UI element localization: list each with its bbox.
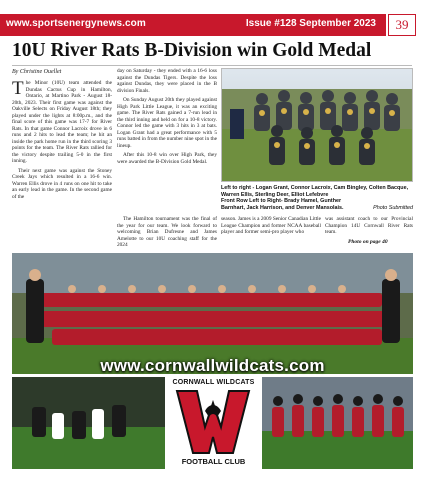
site-url[interactable]: www.sportsenergynews.com [6,18,146,29]
paragraph: After this 10-8 win over High Park, they were awarded the B-Division Gold Medal. [117,152,217,165]
paragraph: day on Saturday - they ended with a 16-6 loss against the Dundas Tigers. Despite the loss against Dundas, they were placed in the B division Finals. [117,68,217,94]
photo-credit: Photo Submitted [373,204,413,211]
headline-rule [12,65,412,66]
paragraph: season. James is a 2009 Senior Canadian Little League Champion and former NCAA baseball player and former semi-pro player who [221,216,321,235]
article-column-2 [117,68,217,168]
team-photo-image [222,69,413,182]
header-bar [0,14,386,36]
game-photo-left-image [12,377,165,469]
paragraph: The Hamilton tournament was the final of the year for our team. We look forward to welcoming Brian Dufresne and James Amelotte to our 10U coaching staff for the 2024 [117,216,217,248]
article-column-3 [117,216,217,252]
drop-cap: T [12,78,24,99]
logo-top-text: CORNWALL WILDCATS [172,379,255,386]
logo-bottom-text: FOOTBALL CLUB [181,457,246,466]
wildcats-w-icon [167,377,260,469]
team-photo [221,68,413,182]
wildcats-logo [167,377,260,469]
byline: By Christine Ouellet [12,69,62,75]
game-photo-right-image [262,377,413,469]
article-headline: 10U River Rats B-Division win Gold Medal [12,40,372,61]
photo-reference: Photo on page 40 [348,239,388,245]
paragraph: On Sunday August 20th they played against High Park Little League, it was an exciting game. The River Rats gained a 7-run lead in the third inning and held on for a 10-8 victory. Connor led the game with 3 hits in 3 at bats. Logan Grant had a great performance with 5 runs batted in from the number nine spot in the lineup. [117,97,217,149]
caption-line: Left to right - Logan Grant, Connor Lacroix, Cam Bingley, Colten Bacque, Warren Ellis, Sterling Deer, Elliot Lefebvre [221,185,409,198]
game-photo-right [262,377,413,469]
issue-info: Issue #128 September 2023 [245,18,376,29]
ad-website-url[interactable]: www.cornwallwildcats.com [100,356,325,375]
photo-caption [221,185,413,211]
caption-line: Front Row Left to Right- Brady Hamel, Gunther Barnhart, Jack Harrison, and Denver Mansolais. [221,198,344,211]
paragraph: The Minor (10U) team attended the Dundas Cactus Cup in Hamilton, Ontario, at Martino Park - August 18-20th, 2023. Their first game was against the Oakville Selects on Friday August 18th; they played under the lights at 8:00p.m., and the final score of this game was 17-7 for River Rats. In that game Connor Lacroix drove in 6 runs and 2 hits to lead the team; he hit an inside the park home run in the third scoring 3 points for the team. The River Rats rallied for the victory despite trailing 5-0 in the first inning. [12,78,112,164]
paragraph: was assistant coach to our Provincial Champion 14U Cornwall River Rats team. [325,216,413,235]
page-number: 39 [388,14,416,36]
paragraph: Their next game was against the Stoney Creek Jays which resulted in a 16-6 win. Warren Ellis drove in 4 runs on one hit to take an early lead in the game. In the second game of the [12,167,112,200]
article-column-4 [221,216,321,239]
game-photo-left [12,377,165,469]
article-column-5 [325,216,413,239]
article-column-1 [12,80,112,203]
